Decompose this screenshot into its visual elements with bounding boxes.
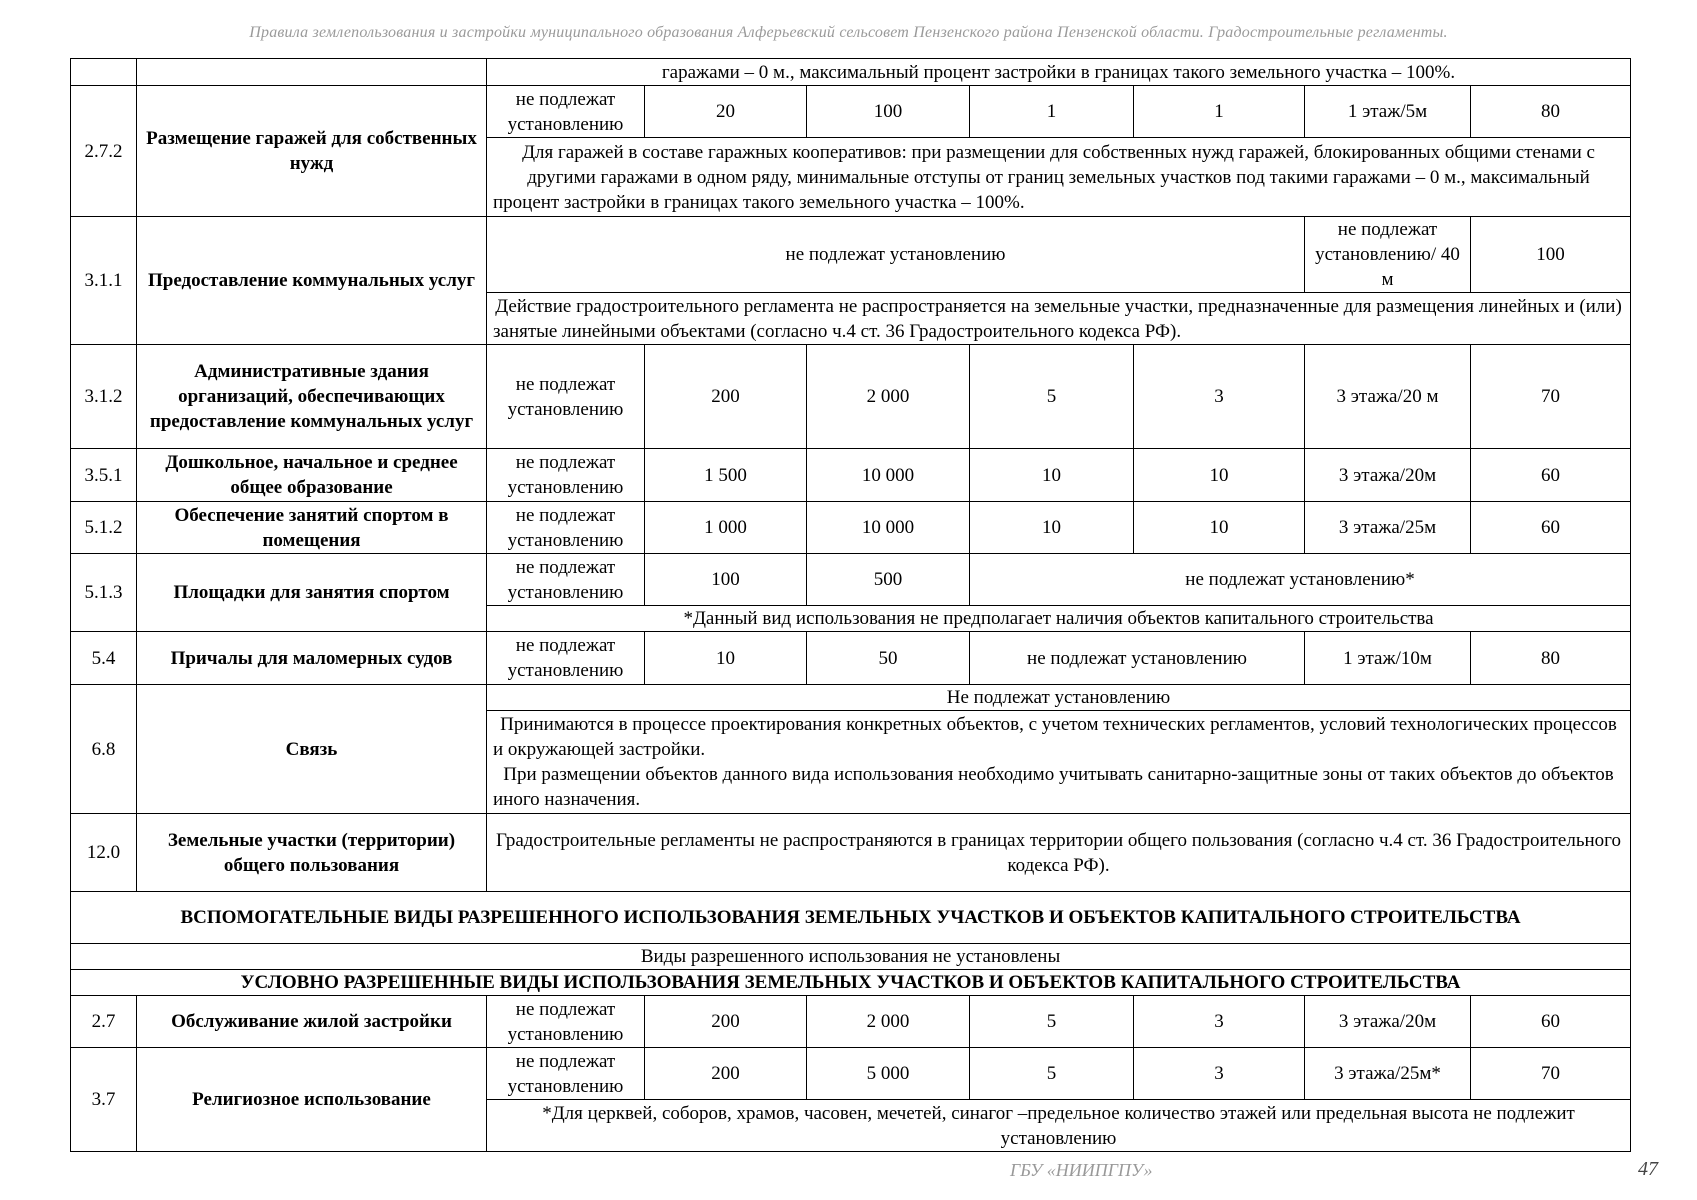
value-cell: не подлежат установлению xyxy=(487,996,645,1048)
code-cell: 5.4 xyxy=(71,632,137,685)
value-cell: 100 xyxy=(1471,217,1631,293)
value-cell: 1 000 xyxy=(645,502,807,554)
name-cell: Земельные участки (территории) общего пользования xyxy=(137,814,487,892)
page-number: 47 xyxy=(1638,1158,1658,1180)
table-row xyxy=(71,502,1631,554)
note-cell: *Для церквей, соборов, храмов, часовен, мечетей, синагог –предельное количество этажей или предельная высота не подлежит установлению xyxy=(487,1100,1631,1152)
value-cell: 1 этаж/5м xyxy=(1305,86,1471,138)
table-row xyxy=(71,944,1631,970)
table-row xyxy=(71,86,1631,138)
value-cell: 70 xyxy=(1471,1048,1631,1100)
value-cell: не подлежат установлению/ 40 м xyxy=(1305,217,1471,293)
note-cell xyxy=(487,711,1631,814)
value-cell: 200 xyxy=(645,345,807,449)
code-cell: 5.1.2 xyxy=(71,502,137,554)
code-cell: 5.1.3 xyxy=(71,554,137,632)
value-cell: 200 xyxy=(645,1048,807,1100)
note-cell: гаражами – 0 м., максимальный процент застройки в границах такого земельного участка – 100%. xyxy=(487,59,1631,86)
table-row xyxy=(71,632,1631,685)
value-cell: 2 000 xyxy=(807,345,970,449)
running-header: Правила землепользования и застройки муниципального образования Алферьевский сельсовет Пензенского района Пензенской области. Градостроительные регламенты. xyxy=(249,24,1448,41)
table-row xyxy=(71,685,1631,711)
value-cell: 80 xyxy=(1471,86,1631,138)
table-row xyxy=(71,59,1631,86)
value-cell: 200 xyxy=(645,996,807,1048)
value-cell: 3 этажа/25м* xyxy=(1305,1048,1471,1100)
code-cell: 2.7 xyxy=(71,996,137,1048)
value-cell: 5 xyxy=(970,996,1134,1048)
value-cell: 3 этажа/20м xyxy=(1305,449,1471,502)
value-cell: 10 000 xyxy=(807,449,970,502)
value-cell: 60 xyxy=(1471,996,1631,1048)
value-cell: не подлежат установлению xyxy=(487,554,645,606)
name-cell: Размещение гаражей для собственных нужд xyxy=(137,86,487,217)
value-cell: 10 xyxy=(1134,502,1305,554)
merged-value-cell: Не подлежат установлению xyxy=(487,685,1631,711)
value-cell: 60 xyxy=(1471,502,1631,554)
code-cell: 6.8 xyxy=(71,685,137,814)
value-cell: 3 этажа/20м xyxy=(1305,996,1471,1048)
name-cell: Причалы для маломерных судов xyxy=(137,632,487,685)
value-cell: 1 xyxy=(970,86,1134,138)
note-cell: *Данный вид использования не предполагает наличия объектов капитального строительства xyxy=(487,606,1631,632)
merged-value-cell: не подлежат установлению xyxy=(970,632,1305,685)
name-cell: Религиозное использование xyxy=(137,1048,487,1152)
table-row xyxy=(71,1048,1631,1100)
note-cell: Градостроительные регламенты не распространяются в границах территории общего пользования (согласно ч.4 ст. 36 Градостроительного кодекса РФ). xyxy=(487,814,1631,892)
value-cell: 3 этажа/20 м xyxy=(1305,345,1471,449)
code-cell: 3.5.1 xyxy=(71,449,137,502)
section-header: УСЛОВНО РАЗРЕШЕННЫЕ ВИДЫ ИСПОЛЬЗОВАНИЯ ЗЕМЕЛЬНЫХ УЧАСТКОВ И ОБЪЕКТОВ КАПИТАЛЬНОГО СТРОИТЕЛЬСТВА xyxy=(71,970,1631,996)
value-cell: 1 xyxy=(1134,86,1305,138)
name-cell: Дошкольное, начальное и среднее общее образование xyxy=(137,449,487,502)
note-paragraph: При размещении объектов данного вида использования необходимо учитывать санитарно-защитные зоны от таких объектов до объектов иного назначения. xyxy=(493,764,1614,810)
code-cell: 12.0 xyxy=(71,814,137,892)
value-cell: 10 xyxy=(1134,449,1305,502)
value-cell: 50 xyxy=(807,632,970,685)
note-cell: Действие градостроительного регламента не распространяется на земельные участки, предназначенные для размещения линейных и (или) занятые линейными объектами (согласно ч.4 ст. 36 Градостроительного кодекса РФ). xyxy=(487,293,1631,345)
note-paragraph: Принимаются в процессе проектирования конкретных объектов, с учетом технических регламентов, условий технологических процессов и окружающей застройки. xyxy=(493,714,1617,760)
section-header-row xyxy=(71,970,1631,996)
value-cell: 3 xyxy=(1134,1048,1305,1100)
value-cell: 500 xyxy=(807,554,970,606)
value-cell: 70 xyxy=(1471,345,1631,449)
table-row xyxy=(71,996,1631,1048)
name-cell: Площадки для занятия спортом xyxy=(137,554,487,632)
merged-value-cell: не подлежат установлению* xyxy=(970,554,1631,606)
value-cell: 3 xyxy=(1134,345,1305,449)
value-cell: 20 xyxy=(645,86,807,138)
section-note: Виды разрешенного использования не установлены xyxy=(71,944,1631,970)
value-cell: не подлежат установлению xyxy=(487,502,645,554)
name-cell: Предоставление коммунальных услуг xyxy=(137,217,487,345)
name-cell: Административные здания организаций, обеспечивающих предоставление коммунальных услуг xyxy=(137,345,487,449)
value-cell: 1 этаж/10м xyxy=(1305,632,1471,685)
table-row xyxy=(71,814,1631,892)
merged-value-cell: не подлежат установлению xyxy=(487,217,1305,293)
value-cell: 2 000 xyxy=(807,996,970,1048)
code-cell: 3.1.1 xyxy=(71,217,137,345)
code-cell xyxy=(71,59,137,86)
value-cell: 10 xyxy=(970,502,1134,554)
value-cell: 80 xyxy=(1471,632,1631,685)
value-cell: 100 xyxy=(645,554,807,606)
value-cell: не подлежат установлению xyxy=(487,449,645,502)
name-cell: Обслуживание жилой застройки xyxy=(137,996,487,1048)
value-cell: 1 500 xyxy=(645,449,807,502)
name-cell: Связь xyxy=(137,685,487,814)
value-cell: 60 xyxy=(1471,449,1631,502)
value-cell: 10 xyxy=(645,632,807,685)
value-cell: 5 xyxy=(970,1048,1134,1100)
value-cell: 5 000 xyxy=(807,1048,970,1100)
code-cell: 3.7 xyxy=(71,1048,137,1152)
code-cell: 2.7.2 xyxy=(71,86,137,217)
value-cell: не подлежат установлению xyxy=(487,345,645,449)
table-row xyxy=(71,217,1631,293)
value-cell: 3 этажа/25м xyxy=(1305,502,1471,554)
code-cell: 3.1.2 xyxy=(71,345,137,449)
value-cell: 10 xyxy=(970,449,1134,502)
name-cell: Обеспечение занятий спортом в помещения xyxy=(137,502,487,554)
value-cell: 100 xyxy=(807,86,970,138)
note-cell: Для гаражей в составе гаражных кооперативов: при размещении для собственных нужд гаражей, блокированных общими стенами с другими гаражами в одном ряду, минимальные отступы от границ земельных участков под такими гаражами – 0 м., максимальный процент застройки в границах такого земельного участка – 100%. xyxy=(487,138,1631,217)
name-cell xyxy=(137,59,487,86)
value-cell: 3 xyxy=(1134,996,1305,1048)
footer-organization: ГБУ «НИИПГПУ» xyxy=(1010,1160,1153,1180)
value-cell: не подлежат установлению xyxy=(487,1048,645,1100)
value-cell: 10 000 xyxy=(807,502,970,554)
table-row xyxy=(71,449,1631,502)
value-cell: не подлежат установлению xyxy=(487,632,645,685)
table-row xyxy=(71,345,1631,449)
value-cell: 5 xyxy=(970,345,1134,449)
table-row xyxy=(71,554,1631,606)
regulations-table xyxy=(70,58,1631,1152)
value-cell: не подлежат установлению xyxy=(487,86,645,138)
section-header-row xyxy=(71,892,1631,944)
section-header: ВСПОМОГАТЕЛЬНЫЕ ВИДЫ РАЗРЕШЕННОГО ИСПОЛЬЗОВАНИЯ ЗЕМЕЛЬНЫХ УЧАСТКОВ И ОБЪЕКТОВ КАПИТАЛЬНОГО СТРОИТЕЛЬСТВА xyxy=(71,892,1631,944)
